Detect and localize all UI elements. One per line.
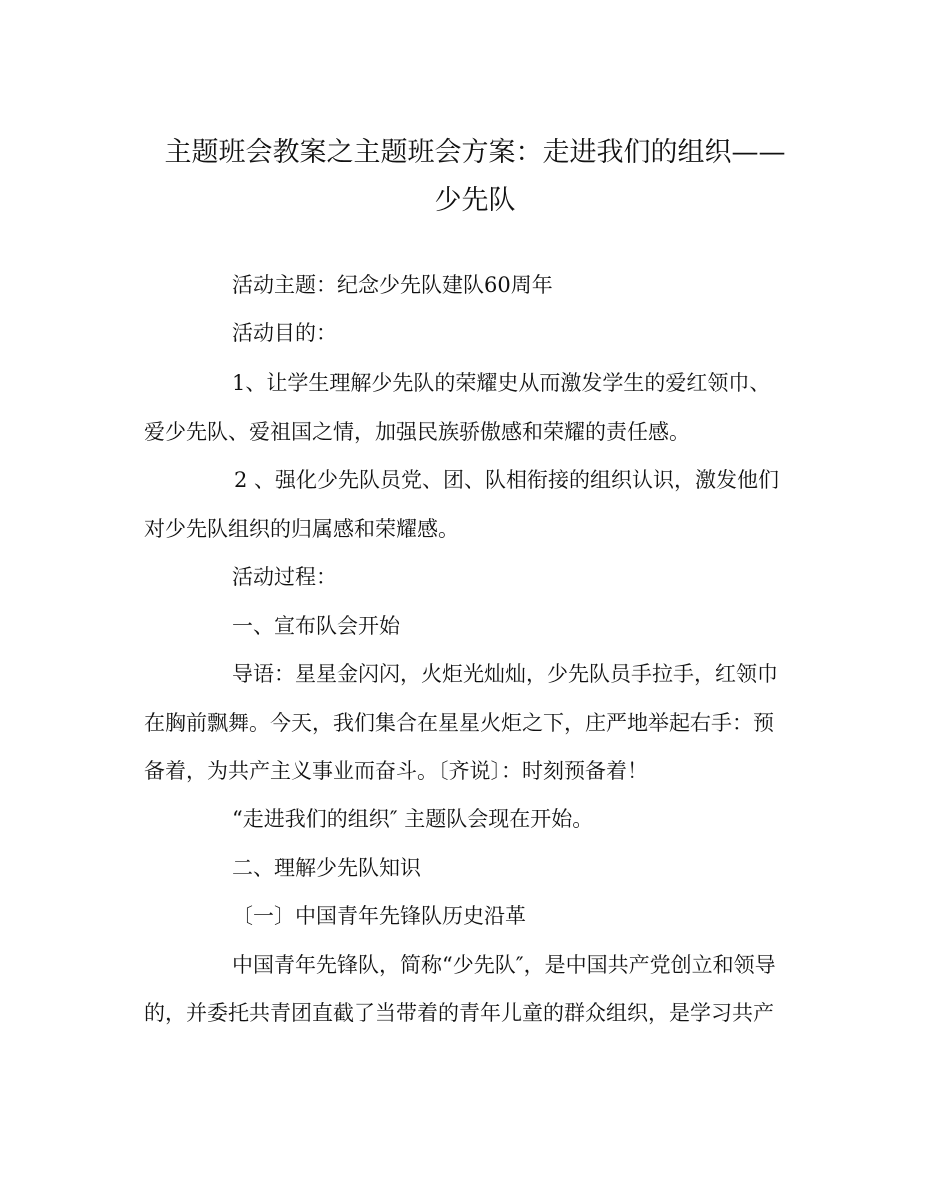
document-title-line-1: 主题班会教案之主题班会方案：走进我们的组织——	[164, 137, 786, 168]
intro-paragraph-line-2: 在胸前飘舞。今天，我们集合在星星火炬之下，庄严地举起右手：预	[144, 711, 774, 735]
activity-process-heading: 活动过程：	[232, 565, 337, 589]
history-paragraph-line-2: 的，并委托共青团直截了当带着的青年儿童的群众组织，是学习共产	[144, 1001, 774, 1025]
purpose-item-2-line-1: 2 、强化少先队员党、团、队相衔接的组织认识，激发他们	[234, 468, 780, 492]
meeting-start-line: “走进我们的组织″ 主题队会现在开始。	[232, 807, 594, 831]
document-title-line-2: 少先队	[434, 185, 516, 216]
subsection-one-heading: 〔一〕中国青年先锋队历史沿革	[232, 904, 526, 928]
history-paragraph-line-1: 中国青年先锋队，简称“少先队″，是中国共产党创立和领导	[232, 953, 776, 977]
intro-paragraph-line-1: 导语：星星金闪闪，火炬光灿灿，少先队员手拉手，红领巾	[232, 662, 778, 686]
activity-purpose-heading: 活动目的：	[232, 321, 337, 345]
section-two-heading: 二、理解少先队知识	[232, 856, 421, 880]
purpose-item-1-line-2: 爱少先队、爱祖国之情，加强民族骄傲感和荣耀的责任感。	[144, 420, 690, 444]
activity-theme: 活动主题：纪念少先队建队60周年	[232, 273, 553, 297]
intro-paragraph-line-3: 备着，为共产主义事业而奋斗。〔齐说〕：时刻预备着！	[144, 759, 648, 783]
purpose-item-1-line-1: 1、让学生理解少先队的荣耀史从而激发学生的爱红领巾、	[232, 371, 771, 395]
section-one-heading: 一、宣布队会开始	[232, 614, 400, 638]
purpose-item-2-line-2: 对少先队组织的归属感和荣耀感。	[144, 517, 459, 541]
